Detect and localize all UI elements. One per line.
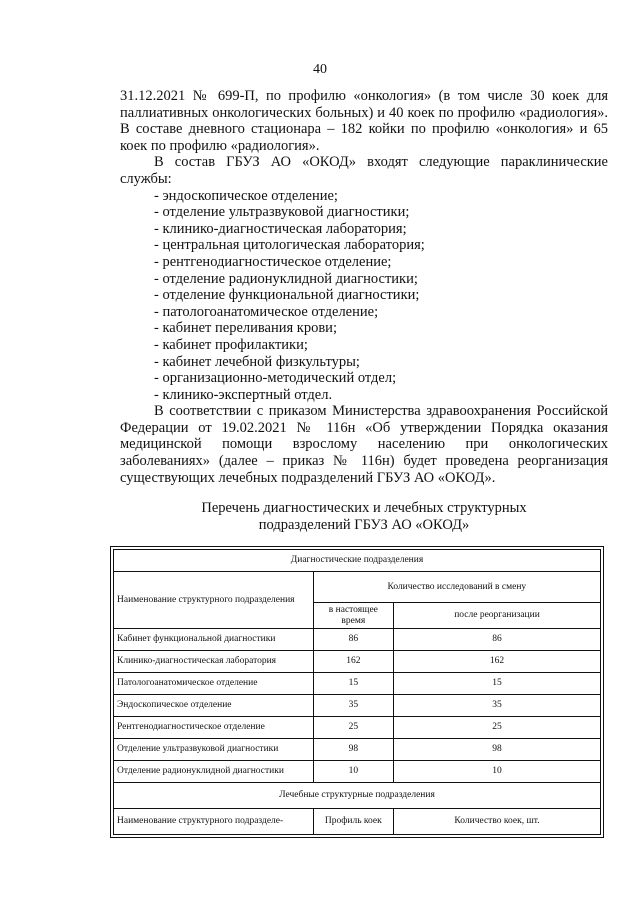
list-item: - клинико-экспертный отдел. [154,386,333,403]
treatment-header-row [114,809,601,835]
diagnostic-section-row [114,550,601,572]
table-row [114,651,601,673]
departments-table [113,549,601,809]
row-name: Отделение радионуклидной диагностики [114,761,314,783]
list-item: - патологоанатомическое отделение; [154,303,379,320]
list-item: - клинико-диагностическая лаборатория; [154,220,407,237]
table-header-row [114,572,601,603]
row-now: 25 [313,717,393,739]
diagnostic-section-title: Диагностические подразделения [114,550,601,572]
row-name: Эндоскопическое отделение [114,695,314,717]
services-list [120,188,608,404]
list-item: - отделение ультразвуковой диагностики; [154,204,410,221]
list-item: - кабинет профилактики; [154,336,308,353]
table-row [114,717,601,739]
list-item: - отделение функциональной диагностики; [154,287,420,304]
caption-line-2: подразделений ГБУЗ АО «ОКОД» [258,517,470,533]
row-now: 162 [313,651,393,673]
treatment-table [113,809,601,835]
col-count-header: Количество исследований в смену [313,572,600,603]
treatment-section-title: Лечебные структурные подразделения [114,783,601,809]
row-after: 86 [394,629,601,651]
list-item: - центральная цитологическая лаборатория; [154,237,425,254]
list-item: - эндоскопическое отделение; [154,187,338,204]
list-item: - кабинет переливания крови; [154,320,337,337]
col-after-header: после реорганизации [394,603,601,629]
row-now: 98 [313,739,393,761]
row-now: 10 [313,761,393,783]
col-now-header: в настоящее время [313,603,393,629]
treat-col-name-header: Наименование структурного подразделе- [114,809,314,835]
intro-paragraph-2: В состав ГБУЗ АО «ОКОД» входят следующие параклинические службы: [120,154,608,187]
row-name: Отделение ультразвуковой диагностики [114,739,314,761]
body-text [120,88,608,486]
row-after: 25 [394,717,601,739]
list-item: - отделение радионуклидной диагностики; [154,270,418,287]
row-now: 86 [313,629,393,651]
list-item: - рентгенодиагностическое отделение; [154,253,392,270]
treat-col-profile-header: Профиль коек [313,809,393,835]
row-now: 35 [313,695,393,717]
row-name: Патологоанатомическое отделение [114,673,314,695]
page-number: 40 [313,62,327,77]
intro-paragraph-1: 31.12.2021 № 699-П, по профилю «онкология» (в том числе 30 коек для паллиативных онкологических больных) и 40 коек по профилю «радиология». В составе дневного стационара – 182 койки по профилю «онкология» и 65 коек по профилю «радиология». [120,88,608,154]
row-name: Клинико-диагностическая лаборатория [114,651,314,673]
list-item: - организационно-методический отдел; [154,370,397,387]
table-row [114,673,601,695]
treatment-section-row [114,783,601,809]
reorganization-paragraph: В соответствии с приказом Министерства здравоохранения Российской Федерации от 19.02.2021 № 116н «Об утверждении Порядка оказания медицинской помощи взрослому населению при онкологических заболеваниях» (далее – приказ № 116н) будет проведена реорганизация существующих лечебных подразделений ГБУЗ АО «ОКОД». [120,403,608,486]
col-name-header: Наименование структурного подразделения [114,572,314,629]
table-row [114,739,601,761]
table-row [114,761,601,783]
table-row [114,695,601,717]
caption-line-1: Перечень диагностических и лечебных структурных [201,500,527,516]
departments-table-frame [110,546,604,838]
row-name: Кабинет функциональной диагностики [114,629,314,651]
row-after: 162 [394,651,601,673]
row-now: 15 [313,673,393,695]
treat-col-beds-header: Количество коек, шт. [394,809,601,835]
table-caption [120,500,608,534]
table-row [114,629,601,651]
row-after: 35 [394,695,601,717]
row-name: Рентгенодиагностическое отделение [114,717,314,739]
list-item: - кабинет лечебной физкультуры; [154,353,360,370]
row-after: 15 [394,673,601,695]
row-after: 10 [394,761,601,783]
row-after: 98 [394,739,601,761]
